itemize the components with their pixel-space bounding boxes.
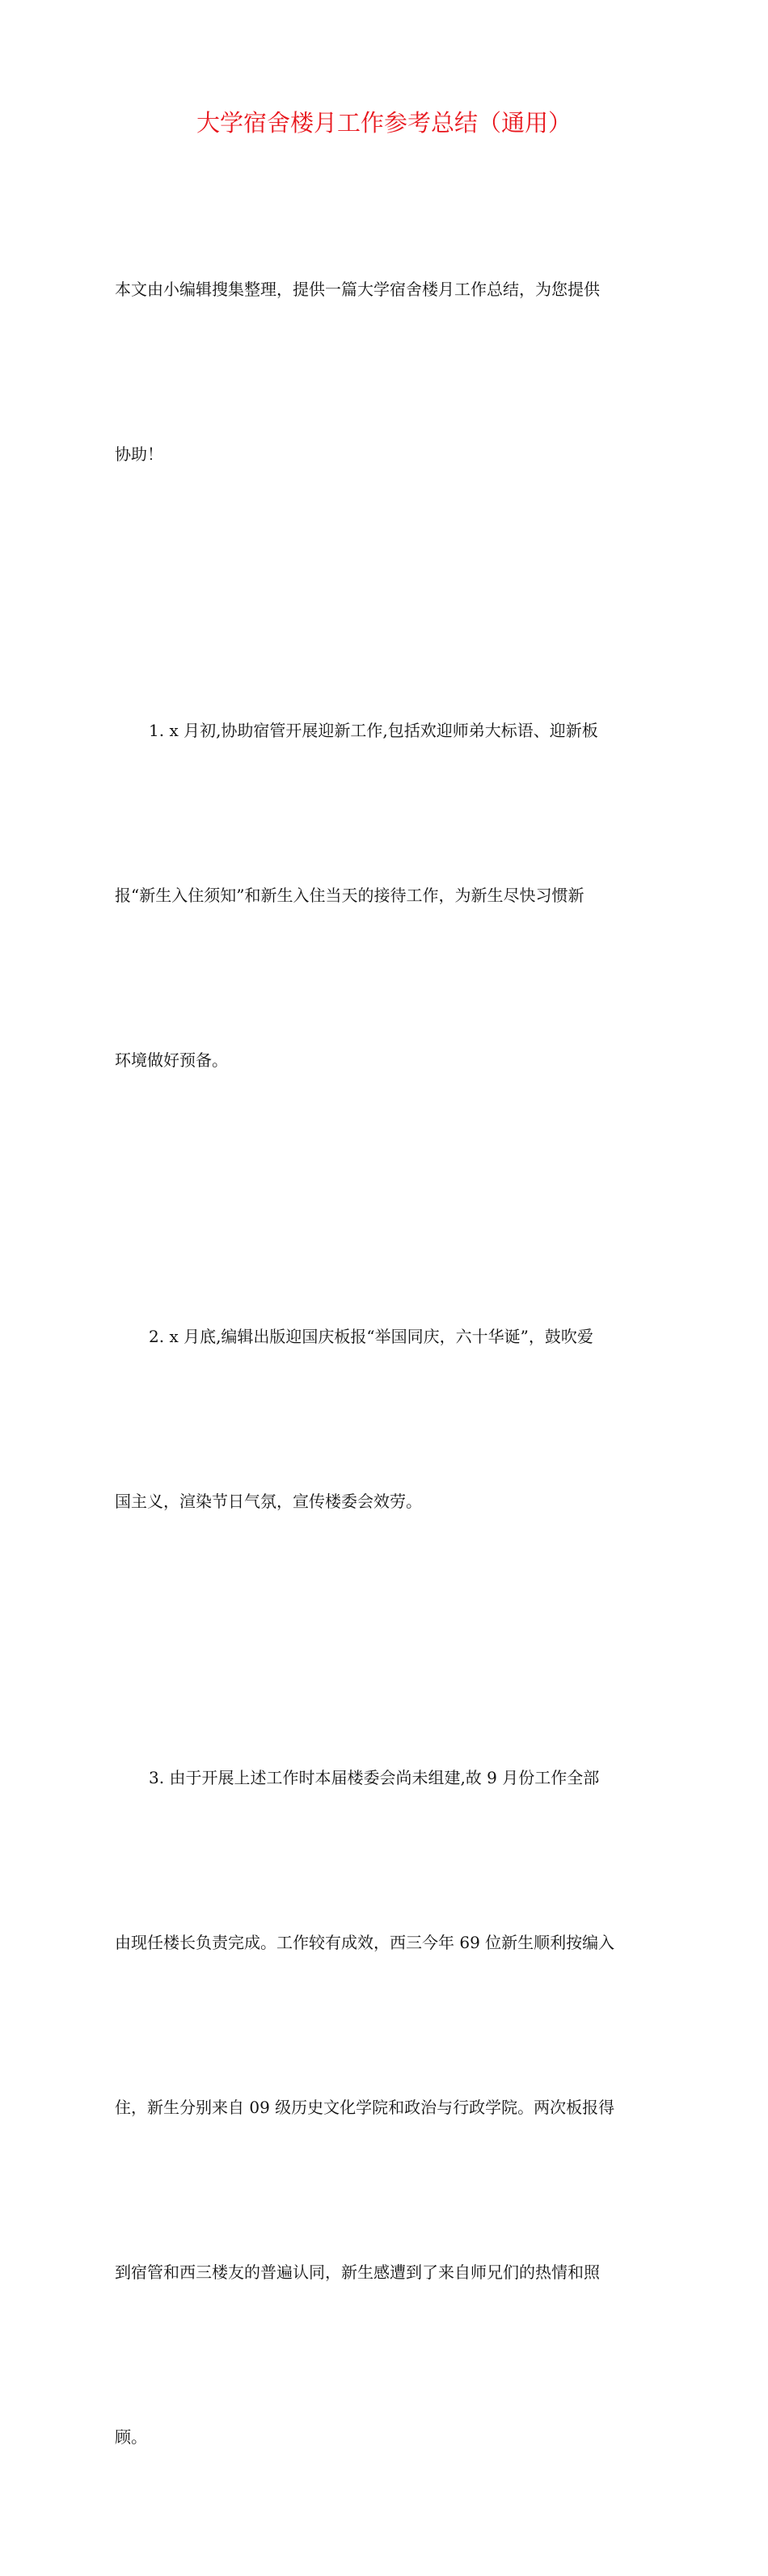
intro-line-1: 本文由小编辑搜集整理，提供一篇大学宿舍楼月工作总结，为您提供 <box>115 280 600 299</box>
list-item-3 <box>115 1640 665 2574</box>
item-3-line-1 <box>115 1750 665 1805</box>
intro-paragraph <box>115 152 665 591</box>
item-2-line-1 <box>115 1309 665 1364</box>
document-body <box>115 152 665 2576</box>
item-3-line-5: 顾。 <box>115 2427 147 2447</box>
item-1-line-1-text: 1. x 月初,协助宿管开展迎新工作,包括欢迎师弟大标语、迎新板 <box>149 721 598 740</box>
item-3-line-1-text: 3. 由于开展上述工作时本届楼委会尚未组建,故 9 月份工作全部 <box>149 1768 600 1787</box>
item-1-line-3: 环境做好预备。 <box>115 1050 228 1070</box>
item-3-line-3: 住，新生分别来自 09 级历史文化学院和政治与行政学院。两次板报得 <box>115 2098 615 2117</box>
list-item-1 <box>115 593 665 1198</box>
intro-line-2: 协助！ <box>115 444 163 464</box>
item-3-line-2: 由现任楼长负责完成。工作较有成效，西三今年 69 位新生顺利按编入 <box>115 1933 615 1952</box>
item-1-line-1 <box>115 703 665 758</box>
item-3-line-4: 到宿管和西三楼友的普遍认同，新生感遭到了来自师兄们的热情和照 <box>115 2262 600 2282</box>
list-item-2 <box>115 1199 665 1639</box>
document-title: 大学宿舍楼月工作参考总结（通用） <box>196 109 572 137</box>
item-2-line-2: 国主义，渲染节日气氛，宣传楼委会效劳。 <box>115 1492 422 1511</box>
item-1-line-2: 报“新生入住须知”和新生入住当天的接待工作，为新生尽快习惯新 <box>115 886 584 905</box>
item-2-line-1-text: 2. x 月底,编辑出版迎国庆板报“举国同庆，六十华诞”，鼓吹爱 <box>149 1327 593 1346</box>
